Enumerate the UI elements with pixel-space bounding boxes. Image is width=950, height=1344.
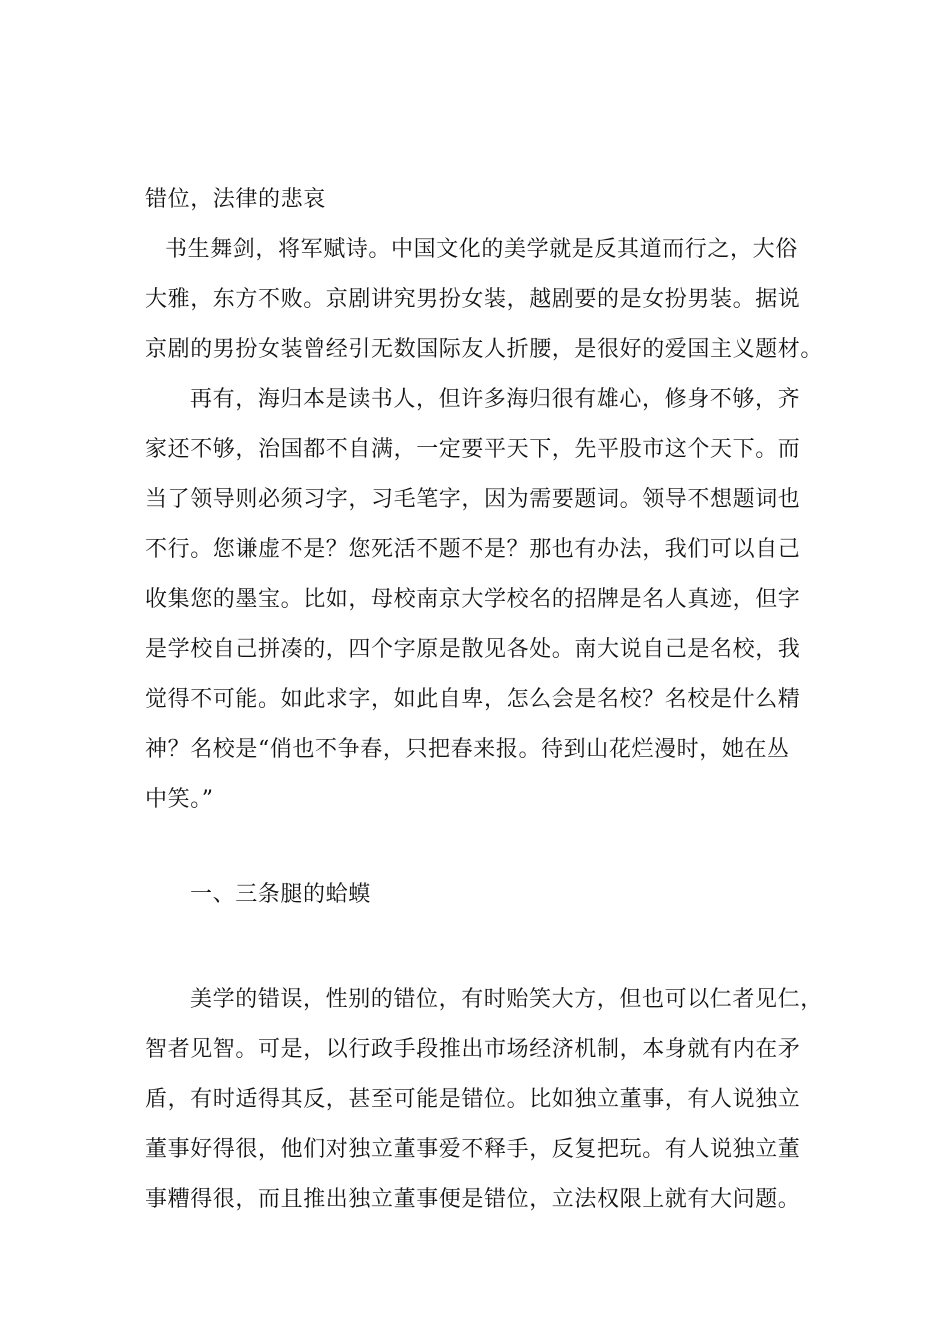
paragraph-line: 事糟得很，而且推出独立董事便是错位，立法权限上就有大问题。	[145, 1187, 801, 1212]
paragraph-line: 神？名校是“俏也不争春，只把春来报。待到山花烂漫时，她在丛	[145, 737, 790, 762]
paragraph-line: 董事好得很，他们对独立董事爱不释手，反复把玩。有人说独立董	[145, 1137, 801, 1162]
section-heading: 一、三条腿的蛤蟆	[190, 882, 371, 907]
paragraph-line: 家还不够，治国都不自满，一定要平天下，先平股市这个天下。而	[145, 437, 801, 462]
paragraph-line: 智者见智。可是，以行政手段推出市场经济机制，本身就有内在矛	[145, 1037, 801, 1062]
paragraph-line: 书生舞剑，将军赋诗。中国文化的美学就是反其道而行之，大俗	[165, 237, 798, 262]
paragraph-line: 盾，有时适得其反，甚至可能是错位。比如独立董事，有人说独立	[145, 1087, 801, 1112]
paragraph-line: 收集您的墨宝。比如，母校南京大学校名的招牌是名人真迹，但字	[145, 587, 801, 612]
paragraph-line: 再有，海归本是读书人，但许多海归很有雄心，修身不够，齐	[190, 387, 801, 412]
paragraph-line: 当了领导则必须习字，习毛笔字，因为需要题词。领导不想题词也	[145, 487, 801, 512]
paragraph-line: 中笑。”	[145, 787, 214, 812]
paragraph-line: 大雅，东方不败。京剧讲究男扮女装，越剧要的是女扮男装。据说	[145, 287, 801, 312]
paragraph-line: 京剧的男扮女装曾经引无数国际友人折腰，是很好的爱国主义题材。	[145, 337, 824, 362]
paragraph-line: 不行。您谦虚不是？您死活不题不是？那也有办法，我们可以自己	[145, 537, 801, 562]
paragraph-line: 觉得不可能。如此求字，如此自卑，怎么会是名校？名校是什么精	[145, 687, 801, 712]
paragraph-line: 美学的错误，性别的错位，有时贻笑大方，但也可以仁者见仁，	[190, 987, 823, 1012]
paragraph-line: 是学校自己拼凑的，四个字原是散见各处。南大说自己是名校，我	[145, 637, 801, 662]
document-title: 错位，法律的悲哀	[145, 187, 326, 212]
